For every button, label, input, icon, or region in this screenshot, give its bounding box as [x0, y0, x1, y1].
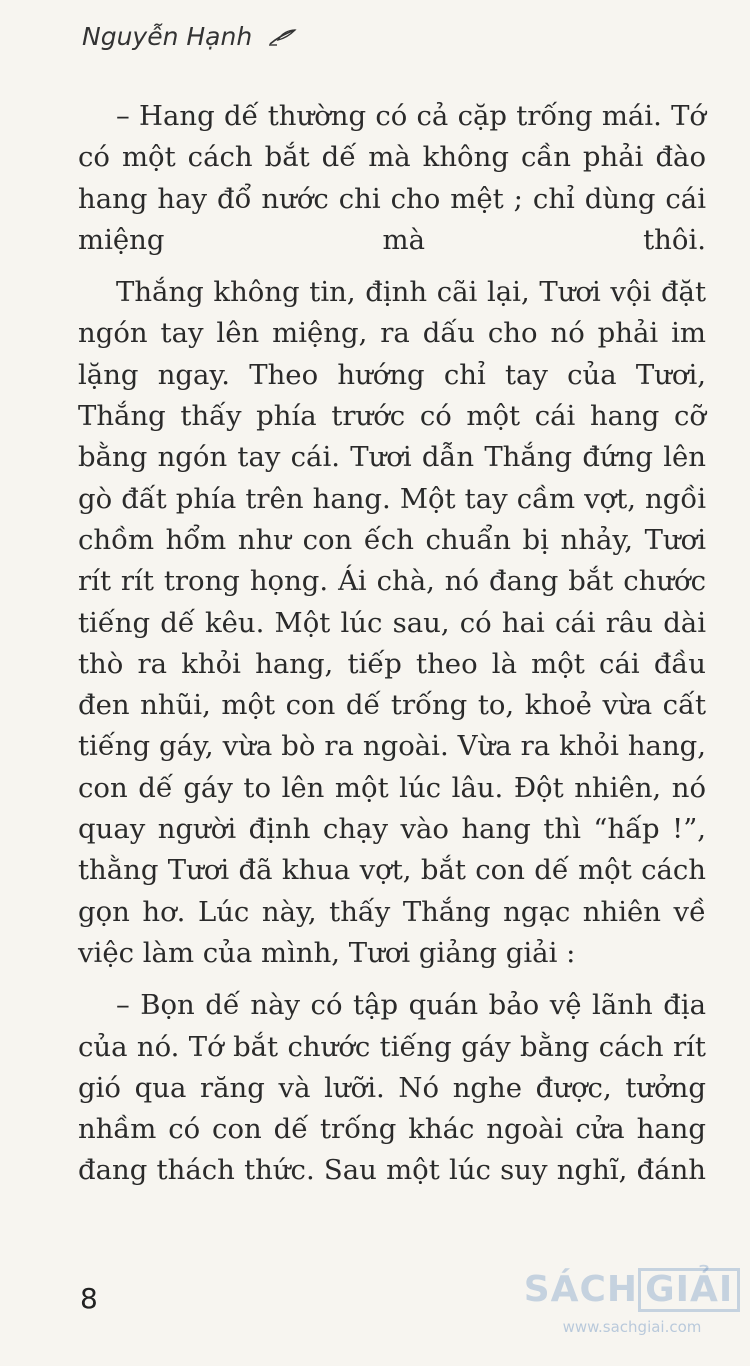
- sachgiai-watermark: [522, 1268, 742, 1358]
- quill-pen-icon: [268, 24, 298, 53]
- page-body: [78, 96, 706, 1192]
- paragraph-dialogue-2: – Bọn dế này có tập quán bảo vệ lãnh địa của nó. Tớ bắt chước tiếng gáy bằng cách rít gió qua răng và lưỡi. Nó nghe được, tưởng nhầm có con dế trống khác ngoài cửa hang đang thách thức. Sau một lúc suy nghĩ, đánh: [78, 989, 706, 1187]
- watermark-brand: SÁCH GIẢI: [522, 1268, 742, 1312]
- watermark-url: www.sachgiai.com: [562, 1318, 702, 1336]
- running-header: [82, 22, 298, 53]
- author-name: Nguyễn Hạnh: [82, 22, 253, 51]
- paragraph-narration: Thắng không tin, định cãi lại, Tươi vội đặt ngón tay lên miệng, ra dấu cho nó phải im lặng ngay. Theo hướng chỉ tay của Tươi, Thắng thấy phía trước có một cái hang cỡ bằng ngón tay cái. Tươi dẫn Thắng đứng lên gò đất phía trên hang. Một tay cầm vợt, ngồi chồm hổm như con ếch chuẩn bị nhảy, Tươi rít rít trong họng. Ái chà, nó đang bắt chước tiếng dế kêu. Một lúc sau, có hai cái râu dài thò ra khỏi hang, tiếp theo là một cái đầu đen nhũi, một con dế trống to, khoẻ vừa cất tiếng gáy, vừa bò ra ngoài. Vừa ra khỏi hang, con dế gáy to lên một lúc lâu. Đột nhiên, nó quay người định chạy vào hang thì “hấp !”, thằng Tươi đã khua vợt, bắt con dế một cách gọn hơ. Lúc này, thấy Thắng ngạc nhiên về việc làm của mình, Tươi giảng giải :: [78, 276, 706, 969]
- paragraph-dialogue-1: – Hang dế thường có cả cặp trống mái. Tớ có một cách bắt dế mà không cần phải đào hang hay đổ nước chi cho mệt ; chỉ dùng cái miệng mà thôi.: [78, 100, 706, 256]
- page-number: 8: [80, 1282, 98, 1315]
